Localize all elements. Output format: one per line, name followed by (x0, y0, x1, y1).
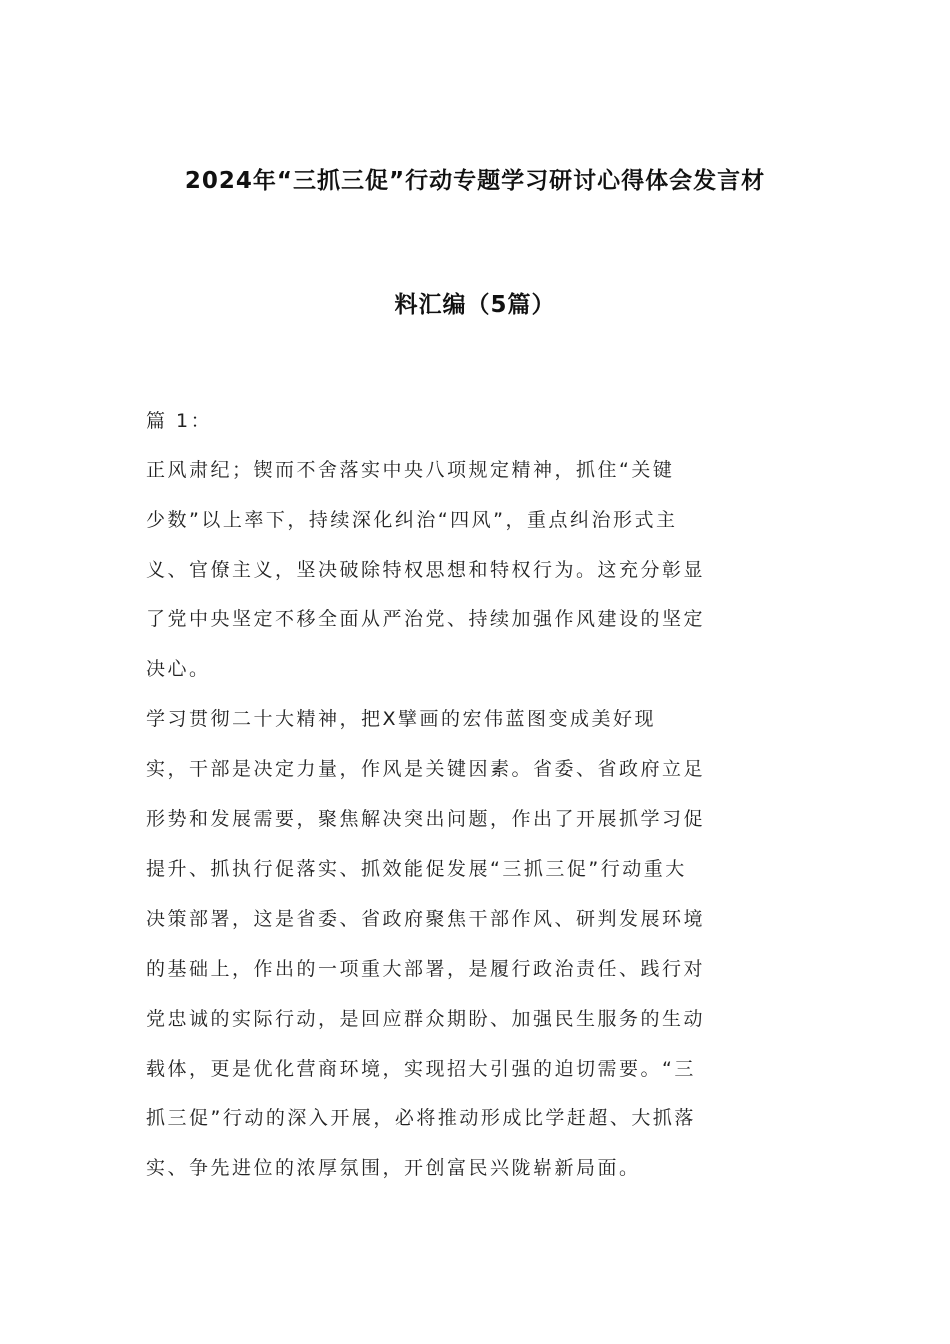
paragraph-line: 决策部署，这是省委、省政府聚焦干部作风、研判发展环境 (146, 908, 706, 930)
paragraph-line: 决心。 (146, 658, 211, 680)
paragraph-line: 形势和发展需要，聚焦解决突出问题，作出了开展抓学习促 (146, 808, 706, 830)
paragraph-line: 党忠诚的实际行动，是回应群众期盼、加强民生服务的生动 (146, 1008, 706, 1030)
paragraph-line: 实、争先进位的浓厚氛围，开创富民兴陇崭新局面。 (146, 1157, 641, 1179)
paragraph-line: 实，干部是决定力量，作风是关键因素。省委、省政府立足 (146, 758, 706, 780)
paragraph-line: 义、官僚主义，坚决破除特权思想和特权行为。这充分彰显 (146, 559, 706, 581)
paragraph-line: 了党中央坚定不移全面从严治党、持续加强作风建设的坚定 (146, 608, 706, 630)
document-title-line-1: 2024年“三抓三促”行动专题学习研讨心得体会发言材 (184, 168, 766, 194)
paragraph-line: 抓三促”行动的深入开展，必将推动形成比学赶超、大抓落 (146, 1107, 696, 1129)
section-label: 篇 1： (146, 410, 213, 432)
paragraph-line: 学习贯彻二十大精神，把X擘画的宏伟蓝图变成美好现 (146, 708, 657, 730)
paragraph-line: 提升、抓执行促落实、抓效能促发展“三抓三促”行动重大 (146, 858, 687, 880)
document-title-line-2: 料汇编（5篇） (394, 292, 556, 318)
paragraph-line: 的基础上，作出的一项重大部署，是履行政治责任、践行对 (146, 958, 706, 980)
paragraph-line: 载体，更是优化营商环境，实现招大引强的迫切需要。“三 (146, 1058, 696, 1080)
paragraph-line: 正风肃纪；锲而不舍落实中央八项规定精神，抓住“关键 (146, 459, 675, 481)
paragraph-line: 少数”以上率下，持续深化纠治“四风”，重点纠治形式主 (146, 509, 678, 531)
